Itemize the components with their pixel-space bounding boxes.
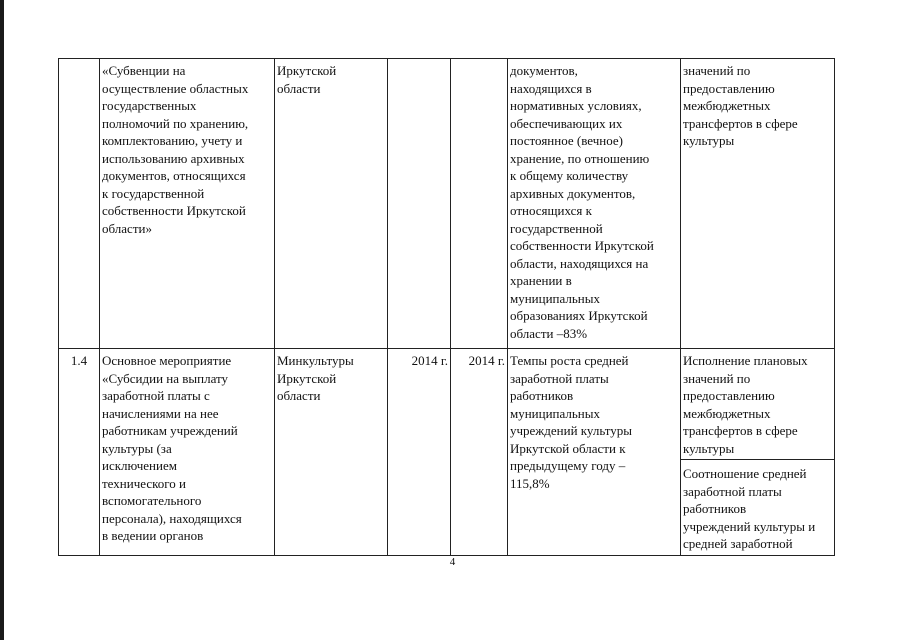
text-line: технического и bbox=[102, 475, 186, 491]
text-line: 115,8% bbox=[510, 475, 550, 491]
text-line: вспомогательного bbox=[102, 493, 202, 508]
text-line: заработной платы с bbox=[102, 388, 210, 403]
text-line: культуры bbox=[683, 440, 735, 456]
text-line: комплектованию, учету и bbox=[102, 133, 243, 148]
relation-block bbox=[681, 349, 834, 460]
text-line: области bbox=[277, 80, 321, 96]
text-line: исключением bbox=[102, 458, 177, 473]
relation-cell bbox=[681, 349, 835, 556]
table-row bbox=[59, 349, 835, 556]
text-line: области –83% bbox=[510, 325, 588, 341]
text-line: в ведении органов bbox=[102, 528, 204, 543]
text-line: Исполнение плановых bbox=[683, 353, 808, 368]
text-line: собственности Иркутской bbox=[102, 203, 246, 218]
start-year-cell bbox=[388, 59, 451, 349]
text-line: работников bbox=[683, 501, 747, 516]
start-year-cell: 2014 г. bbox=[388, 349, 451, 556]
text-line: области» bbox=[102, 220, 152, 236]
text-line: хранение, по отношению bbox=[510, 150, 650, 166]
text-line: средней заработной bbox=[683, 536, 793, 551]
text-line: муниципальных bbox=[510, 290, 601, 306]
text-line: значений по bbox=[683, 63, 751, 78]
text-line: образованиях Иркутской bbox=[510, 308, 648, 323]
text-line: Иркутской bbox=[277, 63, 337, 78]
page-number: 4 bbox=[449, 556, 456, 568]
end-year-cell: 2014 г. bbox=[451, 349, 508, 556]
row-number: 1.4 bbox=[59, 349, 100, 556]
text-line: начислениями на нее bbox=[102, 405, 219, 421]
text-line: постоянное (вечное) bbox=[510, 133, 623, 148]
text-line: культуры (за bbox=[102, 440, 172, 456]
event-name-cell bbox=[100, 349, 275, 556]
text-line: Соотношение средней bbox=[683, 466, 807, 481]
text-line: Минкультуры bbox=[277, 353, 354, 368]
text-line: трансфертов в сфере bbox=[683, 423, 798, 438]
executor-cell bbox=[275, 349, 388, 556]
indicator-cell bbox=[508, 59, 681, 349]
text-line: государственной bbox=[510, 220, 603, 236]
text-line: хранении в bbox=[510, 273, 572, 288]
text-line: документов, относящихся bbox=[102, 168, 246, 183]
text-line: «Субсидии на выплату bbox=[102, 370, 229, 386]
text-line: работникам учреждений bbox=[102, 423, 238, 438]
text-line: архивных документов, bbox=[510, 185, 636, 201]
text-line: осуществление областных bbox=[102, 80, 249, 96]
text-line: работников bbox=[510, 388, 574, 403]
text-line: Темпы роста средней bbox=[510, 353, 629, 368]
text-line: Основное мероприятие bbox=[102, 353, 232, 368]
text-line: заработной платы bbox=[683, 483, 782, 499]
text-line: учреждений культуры и bbox=[683, 518, 816, 534]
end-year-cell bbox=[451, 59, 508, 349]
text-line: «Субвенции на bbox=[102, 63, 186, 78]
text-line: документов, bbox=[510, 63, 578, 78]
relation-cell bbox=[681, 59, 835, 349]
text-line: межбюджетных bbox=[683, 98, 771, 113]
text-line: к государственной bbox=[102, 185, 205, 201]
indicator-cell bbox=[508, 349, 681, 556]
text-line: нормативных условиях, bbox=[510, 98, 642, 113]
text-line: области bbox=[277, 388, 321, 403]
text-line: обеспечивающих их bbox=[510, 115, 623, 131]
relation-block bbox=[681, 462, 834, 555]
relation-block bbox=[681, 59, 834, 152]
text-line: использованию архивных bbox=[102, 150, 245, 166]
text-line: предыдущему году – bbox=[510, 458, 626, 473]
text-line: полномочий по хранению, bbox=[102, 115, 249, 131]
text-line: к общему количеству bbox=[510, 168, 629, 183]
program-table bbox=[58, 58, 835, 556]
text-line: культуры bbox=[683, 133, 735, 148]
text-line: собственности Иркутской bbox=[510, 238, 654, 253]
text-line: заработной платы bbox=[510, 370, 609, 386]
event-name-cell bbox=[100, 59, 275, 349]
text-line: трансфертов в сфере bbox=[683, 115, 798, 131]
text-line: находящихся в bbox=[510, 80, 592, 96]
text-line: персонала), находящихся bbox=[102, 510, 242, 526]
text-line: области, находящихся на bbox=[510, 255, 649, 271]
text-line: муниципальных bbox=[510, 405, 601, 421]
text-line: учреждений культуры bbox=[510, 423, 633, 438]
text-line: предоставлению bbox=[683, 388, 775, 403]
row-number bbox=[59, 59, 100, 349]
text-line: межбюджетных bbox=[683, 405, 771, 421]
text-line: государственных bbox=[102, 98, 197, 113]
text-line: относящихся к bbox=[510, 203, 592, 218]
scan-left-edge bbox=[0, 0, 4, 640]
executor-cell bbox=[275, 59, 388, 349]
table-row bbox=[59, 59, 835, 349]
text-line: Иркутской bbox=[277, 370, 337, 386]
text-line: предоставлению bbox=[683, 80, 775, 96]
text-line: значений по bbox=[683, 370, 751, 386]
text-line: Иркутской области к bbox=[510, 440, 626, 456]
